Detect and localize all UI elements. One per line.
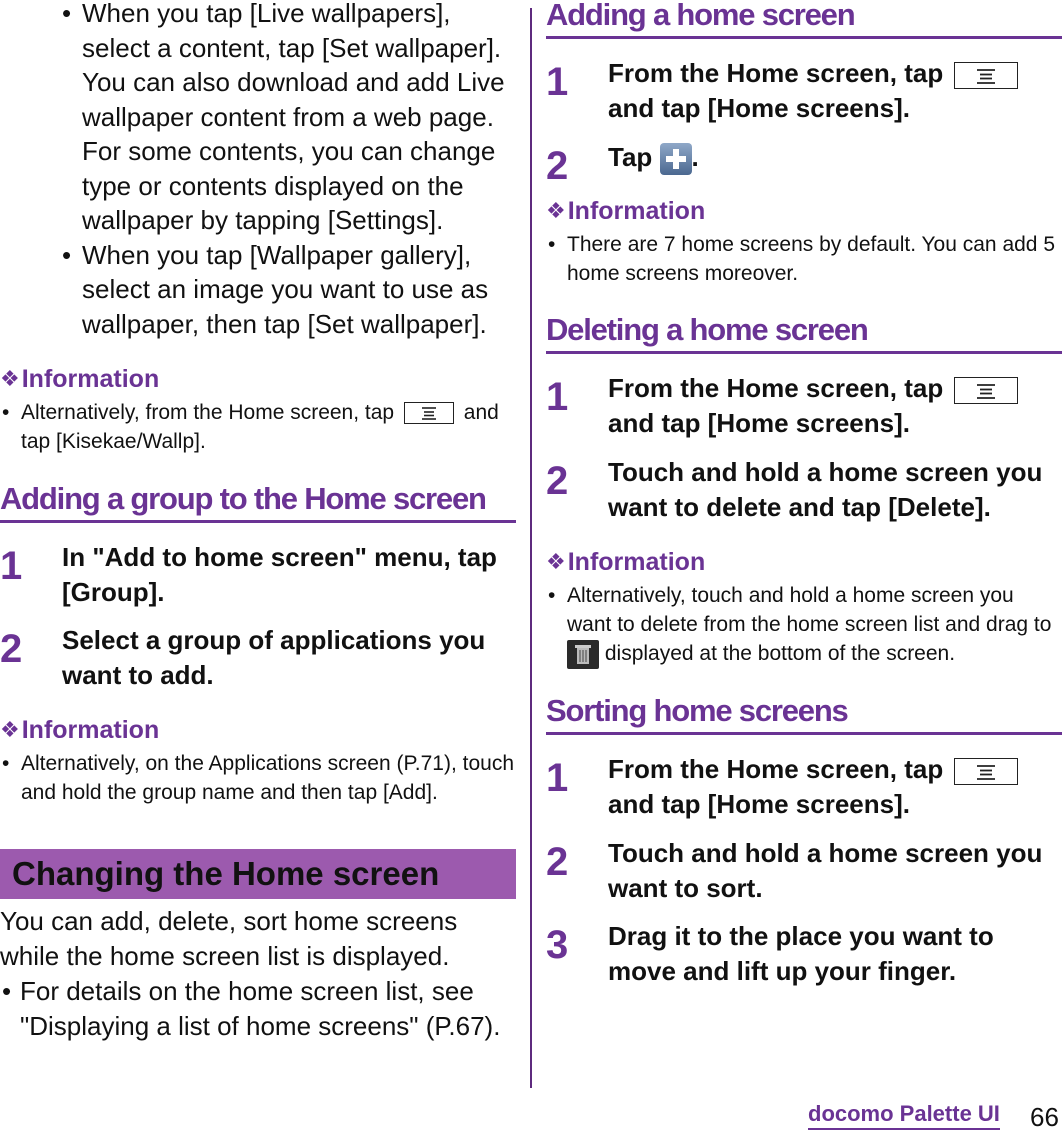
sorting-step-3: 3 Drag it to the place you want to move and lift up your finger. bbox=[546, 921, 994, 986]
adding-step-2: 2 Tap . bbox=[546, 142, 699, 188]
info-text: • Alternatively, on the Applications screen (P.71), touch and hold the group name and then tap [Add]. bbox=[2, 752, 515, 804]
column-divider bbox=[530, 8, 532, 1088]
footer-chapter-title: docomo Palette UI bbox=[808, 1101, 1000, 1126]
sorting-step-2: 2 Touch and hold a home screen you want to sort. bbox=[546, 838, 1043, 903]
info-heading: ❖ Information bbox=[546, 548, 706, 576]
section-title-adding-group: Adding a group to the Home screen bbox=[0, 480, 516, 523]
info-heading: ❖ Information bbox=[546, 197, 706, 225]
menu-key-icon bbox=[954, 377, 1018, 404]
changing-paragraph: You can add, delete, sort home screens while the home screen list is displayed. bbox=[0, 906, 458, 971]
menu-key-icon bbox=[954, 758, 1018, 785]
section-title-adding-home: Adding a home screen bbox=[546, 0, 1062, 39]
deleting-step-1: 1 From the Home screen, tap and tap [Home screens]. bbox=[546, 371, 1062, 441]
info-text: • There are 7 home screens by default. You can add 5 home screens moreover. bbox=[548, 233, 1055, 285]
page-number: 66 bbox=[1030, 1102, 1059, 1132]
menu-key-icon bbox=[954, 62, 1018, 89]
diamond-icon: ❖ bbox=[0, 717, 20, 742]
info-text: • Alternatively, touch and hold a home screen you want to delete from the home screen list and drag to displayed at the bottom of the screen. bbox=[546, 581, 1062, 669]
menu-key-icon bbox=[404, 402, 454, 424]
sorting-step-1: 1 From the Home screen, tap and tap [Home screens]. bbox=[546, 752, 1062, 822]
section-title-sorting-home: Sorting home screens bbox=[546, 692, 1062, 735]
footer-underline bbox=[808, 1128, 1000, 1130]
bullet-live-wallpapers: • When you tap [Live wallpapers], select a content, tap [Set wallpaper]. You can also download and add Live wallpaper content from a web page. For some contents, you can change type or contents displayed on the wallpaper by tapping [Settings]. bbox=[62, 0, 505, 235]
diamond-icon: ❖ bbox=[546, 549, 566, 574]
changing-bullet: • For details on the home screen list, see "Displaying a list of home screens" (P.67). bbox=[2, 976, 501, 1041]
info-heading: ❖ Information bbox=[0, 716, 160, 744]
group-step-2: 2 Select a group of applications you want to add. bbox=[0, 625, 486, 690]
diamond-icon: ❖ bbox=[546, 198, 566, 223]
group-step-1: 1 In "Add to home screen" menu, tap [Group]. bbox=[0, 542, 497, 607]
diamond-icon: ❖ bbox=[0, 366, 20, 391]
info-text: • Alternatively, from the Home screen, tap and tap [Kisekae/Wallp]. bbox=[2, 401, 499, 453]
trash-icon bbox=[567, 640, 599, 669]
info-heading: ❖ Information bbox=[0, 365, 160, 393]
deleting-step-2: 2 Touch and hold a home screen you want to delete and tap [Delete]. bbox=[546, 457, 1043, 522]
section-banner-changing-home: Changing the Home screen bbox=[0, 849, 516, 899]
add-home-screen-icon bbox=[660, 143, 692, 175]
bullet-wallpaper-gallery: • When you tap [Wallpaper gallery], select an image you want to use as wallpaper, then tap [Set wallpaper]. bbox=[62, 239, 489, 339]
adding-step-1: 1 From the Home screen, tap and tap [Home screens]. bbox=[546, 56, 1062, 126]
section-title-deleting-home: Deleting a home screen bbox=[546, 311, 1062, 354]
